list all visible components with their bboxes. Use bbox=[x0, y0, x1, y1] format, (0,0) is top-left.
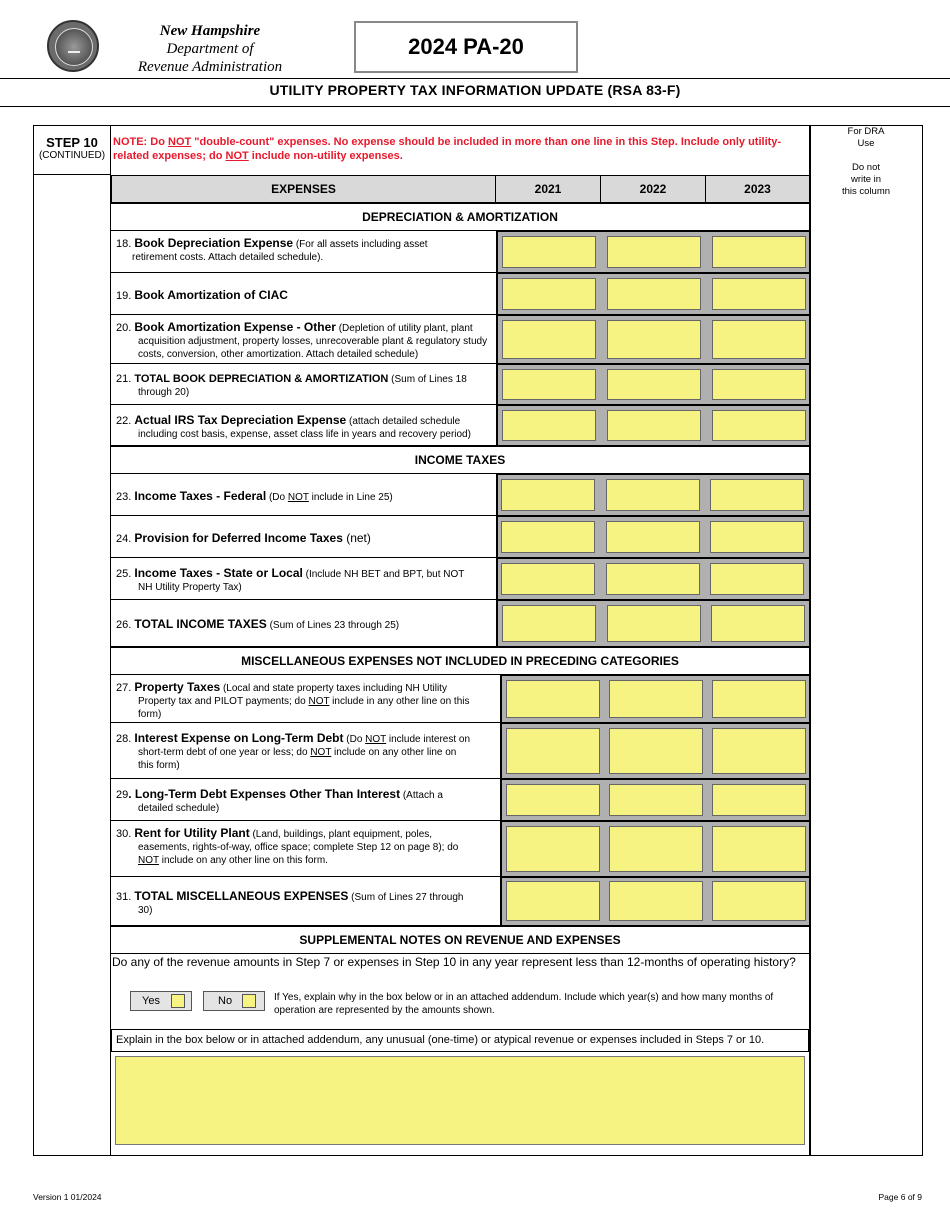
line-25-2021-input[interactable] bbox=[501, 563, 595, 595]
line-31-2022-input[interactable] bbox=[609, 881, 703, 921]
column-header-2022: 2022 bbox=[600, 175, 706, 203]
line-23-2021-input[interactable] bbox=[501, 479, 595, 511]
page-number: Page 6 of 9 bbox=[878, 1192, 922, 1202]
section-supplemental-notes: SUPPLEMENTAL NOTES ON REVENUE AND EXPENSES bbox=[110, 926, 810, 954]
line-22-2021-input[interactable] bbox=[502, 410, 596, 441]
line-26-2023-input[interactable] bbox=[711, 605, 805, 642]
line-28-2021-input[interactable] bbox=[506, 728, 600, 774]
line-23-label: 23. Income Taxes - Federal (Do NOT include in Line 25) bbox=[116, 489, 393, 503]
line-19-2022-input[interactable] bbox=[607, 278, 701, 310]
line-28-2023-input[interactable] bbox=[712, 728, 806, 774]
no-option[interactable] bbox=[203, 991, 265, 1011]
step-note: NOTE: Do NOT "double-count" expenses. No expense should be included in more than one line in this Step. Include only utility-related expenses; do NOT include non-utility expenses. bbox=[113, 136, 782, 162]
line-30-label: 30. Rent for Utility Plant (Land, buildings, plant equipment, poles, easements, rights-of-way, office space; complete Step 12 on page 8); do NOT include on any other line on this form. bbox=[116, 826, 459, 866]
agency-name bbox=[110, 22, 310, 76]
line-26-2022-input[interactable] bbox=[607, 605, 701, 642]
step-sublabel: (CONTINUED) bbox=[38, 150, 106, 161]
yes-checkbox[interactable] bbox=[171, 994, 185, 1008]
line-18-2021-input[interactable] bbox=[502, 236, 596, 268]
column-header-expenses: EXPENSES bbox=[111, 175, 496, 203]
explain-prompt: Explain in the box below or in attached addendum, any unusual (one-time) or atypical revenue or expenses included in Steps 7 or 10. bbox=[111, 1029, 809, 1052]
dra-use-column bbox=[810, 125, 923, 1156]
line-24-2021-input[interactable] bbox=[501, 521, 595, 553]
no-label: No bbox=[218, 995, 233, 1007]
line-21-label: 21. TOTAL BOOK DEPRECIATION & AMORTIZATION (Sum of Lines 18 through 20) bbox=[116, 373, 467, 398]
line-24-2022-input[interactable] bbox=[606, 521, 700, 553]
line-21-2022-input[interactable] bbox=[607, 369, 701, 400]
dra-use-note: For DRA Use Do not write in this column bbox=[841, 126, 891, 197]
line-25-2023-input[interactable] bbox=[710, 563, 804, 595]
yes-option[interactable] bbox=[130, 991, 192, 1011]
line-26-label: 26. TOTAL INCOME TAXES (Sum of Lines 23 through 25) bbox=[116, 617, 400, 631]
line-19-2021-input[interactable] bbox=[502, 278, 596, 310]
section-depreciation: DEPRECIATION & AMORTIZATION bbox=[110, 203, 810, 231]
agency-line-2: Department of bbox=[166, 41, 254, 57]
step-label: STEP 10 bbox=[46, 135, 98, 150]
line-21-2021-input[interactable] bbox=[502, 369, 596, 400]
version-info: Version 1 01/2024 bbox=[33, 1192, 102, 1202]
line-31-2023-input[interactable] bbox=[712, 881, 806, 921]
line-25-label: 25. Income Taxes - State or Local (Include NH BET and BPT, but NOT NH Utility Property Tax) bbox=[116, 566, 465, 593]
column-header-2021: 2021 bbox=[495, 175, 601, 203]
agency-line-3: Revenue Administration bbox=[137, 59, 283, 75]
line-19-label: 19. Book Amortization of CIAC bbox=[116, 288, 288, 302]
operating-history-question: Do any of the revenue amounts in Step 7 or expenses in Step 10 in any year represent less than 12-months of operating history? bbox=[112, 955, 796, 969]
line-29-2023-input[interactable] bbox=[712, 784, 806, 816]
step-label-box bbox=[33, 125, 111, 175]
line-20-2021-input[interactable] bbox=[502, 320, 596, 359]
line-22-label: 22. Actual IRS Tax Depreciation Expense (attach detailed schedule including cost basis, expense, asset class life in years and recovery period) bbox=[116, 413, 471, 440]
header-rule-top bbox=[0, 78, 950, 79]
line-20-2022-input[interactable] bbox=[607, 320, 701, 359]
no-checkbox[interactable] bbox=[242, 994, 256, 1008]
line-23-2023-input[interactable] bbox=[710, 479, 804, 511]
line-29-label: 29. Long-Term Debt Expenses Other Than Interest (Attach a detailed schedule) bbox=[116, 787, 443, 814]
header-rule-bottom bbox=[0, 106, 950, 107]
line-21-2023-input[interactable] bbox=[712, 369, 806, 400]
section-income-taxes: INCOME TAXES bbox=[110, 446, 810, 474]
line-20-2023-input[interactable] bbox=[712, 320, 806, 359]
line-20-label: 20. Book Amortization Expense - Other (Depletion of utility plant, plant acquisition adjustment, property losses, unrecoverable plant & regulatory study costs, conversion, other amortization. Attach detailed schedule) bbox=[116, 320, 488, 360]
form-id: 2024 PA-20 bbox=[354, 21, 578, 73]
page-title: UTILITY PROPERTY TAX INFORMATION UPDATE (RSA 83-F) bbox=[269, 82, 681, 98]
line-26-2021-input[interactable] bbox=[502, 605, 596, 642]
line-18-2022-input[interactable] bbox=[607, 236, 701, 268]
line-30-2023-input[interactable] bbox=[712, 826, 806, 872]
column-header-2023: 2023 bbox=[705, 175, 810, 203]
line-19-2023-input[interactable] bbox=[712, 278, 806, 310]
line-24-label: 24. Provision for Deferred Income Taxes (net) bbox=[116, 531, 371, 545]
line-29-2021-input[interactable] bbox=[506, 784, 600, 816]
line-27-2023-input[interactable] bbox=[712, 680, 806, 718]
if-yes-instructions: If Yes, explain why in the box below or in an attached addendum. Include which year(s) and how many months of operation are represented by the amounts shown. bbox=[274, 992, 774, 1016]
line-31-label: 31. TOTAL MISCELLANEOUS EXPENSES (Sum of Lines 27 through 30) bbox=[116, 889, 464, 916]
line-28-2022-input[interactable] bbox=[609, 728, 703, 774]
line-25-2022-input[interactable] bbox=[606, 563, 700, 595]
line-18-2023-input[interactable] bbox=[712, 236, 806, 268]
line-30-2022-input[interactable] bbox=[609, 826, 703, 872]
line-27-2021-input[interactable] bbox=[506, 680, 600, 718]
agency-line-1: New Hampshire bbox=[159, 23, 261, 39]
line-28-label: 28. Interest Expense on Long-Term Debt (Do NOT include interest on short-term debt of one year or less; do NOT include on any other line on this form) bbox=[116, 731, 471, 771]
line-27-2022-input[interactable] bbox=[609, 680, 703, 718]
line-22-2023-input[interactable] bbox=[712, 410, 806, 441]
line-30-2021-input[interactable] bbox=[506, 826, 600, 872]
line-23-2022-input[interactable] bbox=[606, 479, 700, 511]
line-29-2022-input[interactable] bbox=[609, 784, 703, 816]
line-27-label: 27. Property Taxes (Local and state property taxes including NH Utility Property tax and PILOT payments; do NOT include in any other line on this form) bbox=[116, 680, 470, 720]
explanation-textarea[interactable] bbox=[115, 1056, 805, 1145]
line-22-2022-input[interactable] bbox=[607, 410, 701, 441]
line-24-2023-input[interactable] bbox=[710, 521, 804, 553]
line-18-label: 18. Book Depreciation Expense (For all assets including asset retirement costs. Attach detailed schedule). bbox=[116, 236, 428, 263]
yes-label: Yes bbox=[142, 995, 160, 1007]
line-31-2021-input[interactable] bbox=[506, 881, 600, 921]
nh-state-seal-icon bbox=[47, 20, 99, 72]
section-misc-expenses: MISCELLANEOUS EXPENSES NOT INCLUDED IN PRECEDING CATEGORIES bbox=[110, 647, 810, 675]
